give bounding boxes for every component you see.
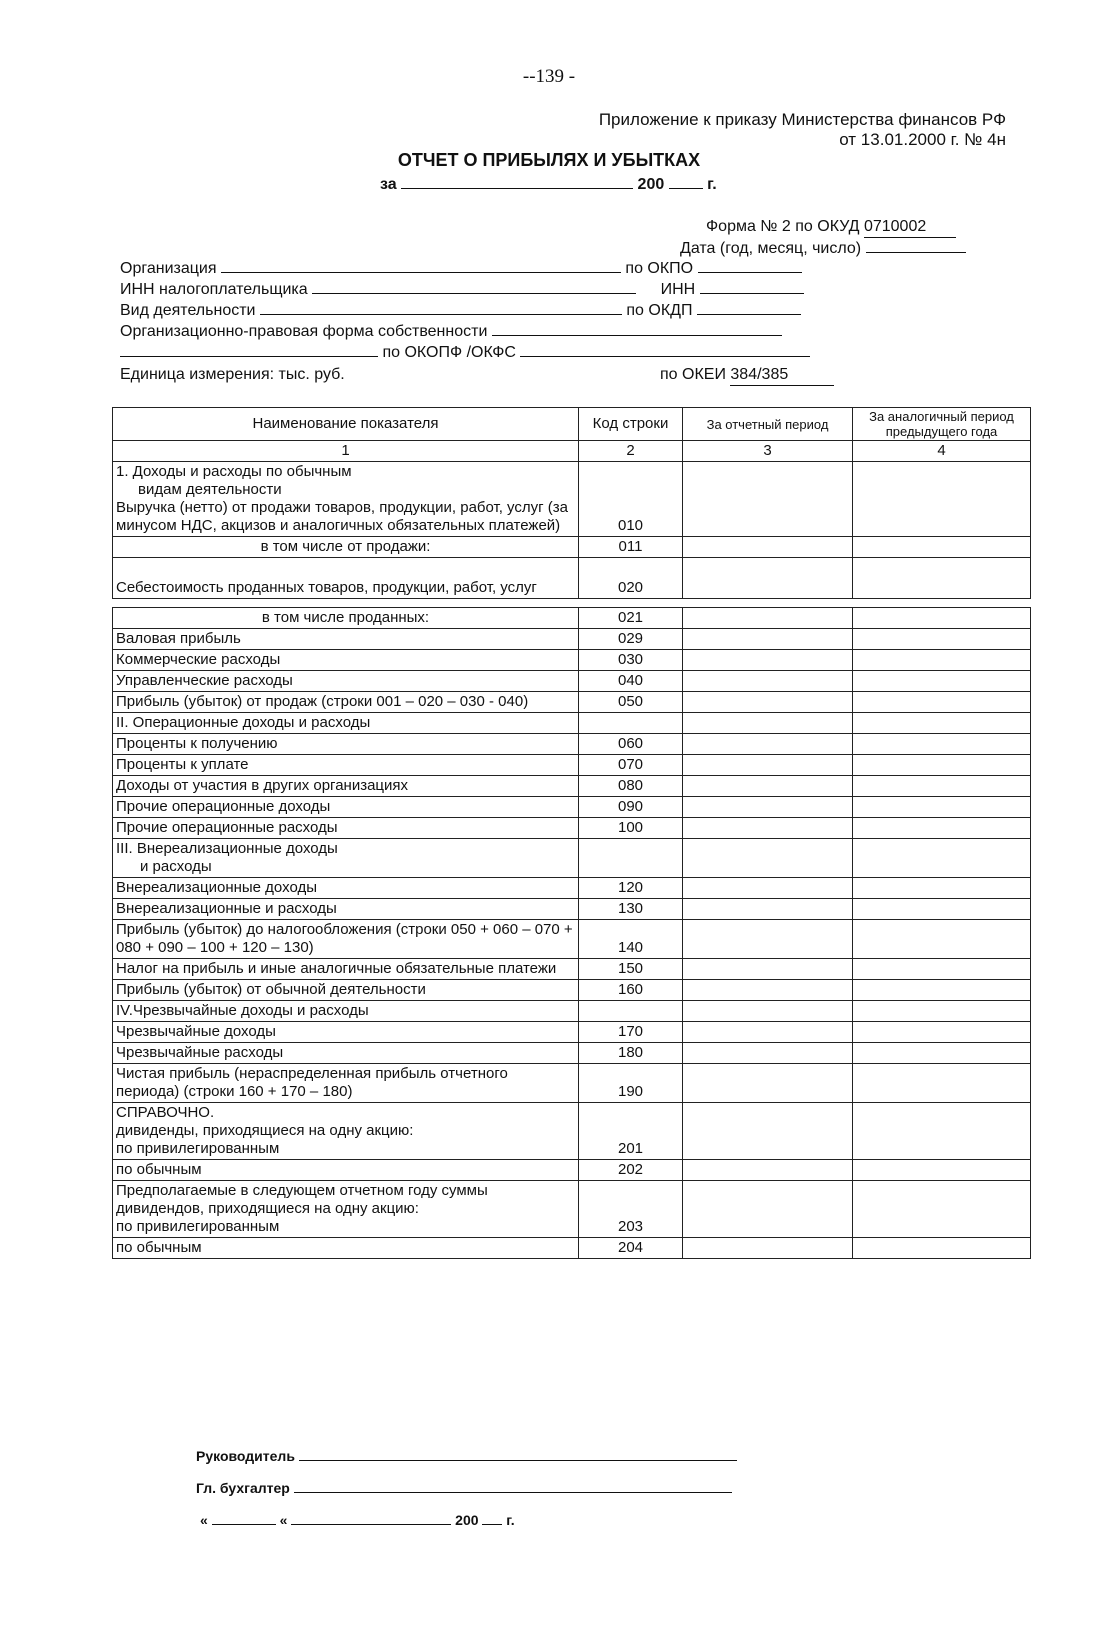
row-code: 160	[579, 980, 683, 1001]
row-code: 030	[579, 650, 683, 671]
row-code: 029	[579, 629, 683, 650]
row-name: Налог на прибыль и иные аналогичные обязательные платежи	[113, 959, 579, 980]
header-code: Код строки	[579, 408, 683, 441]
table-row	[113, 818, 1031, 839]
legal-form-field[interactable]	[492, 321, 782, 336]
table-row	[113, 1022, 1031, 1043]
period-suffix: г.	[707, 176, 717, 193]
taxpayer-inn-label: ИНН налогоплательщика	[120, 281, 308, 298]
row-code: 060	[579, 734, 683, 755]
table-row	[113, 776, 1031, 797]
table-row	[113, 839, 1031, 878]
report-period	[380, 174, 717, 194]
section-1-title: 1. Доходы и расходы по обычным	[116, 463, 352, 480]
table-row	[113, 1001, 1031, 1022]
okdp-label: по ОКДП	[626, 302, 693, 319]
inn-field[interactable]	[700, 279, 804, 294]
table-row	[113, 797, 1031, 818]
value-previous[interactable]	[853, 755, 1031, 776]
col-number-4: 4	[853, 441, 1031, 462]
header-name: Наименование показателя	[113, 408, 579, 441]
value-current[interactable]	[683, 558, 853, 599]
row-code: 170	[579, 1022, 683, 1043]
table-row	[113, 1103, 1031, 1160]
row-name: в том числе проданных:	[113, 608, 579, 629]
period-prefix: за	[380, 176, 397, 193]
value-current[interactable]	[683, 899, 853, 920]
table-row	[113, 713, 1031, 734]
table-row	[113, 558, 1031, 599]
okei-code: 384/385	[730, 364, 834, 386]
legal-form-row	[120, 321, 782, 342]
activity-row	[120, 300, 801, 321]
okopf-field[interactable]	[520, 342, 810, 357]
value-previous[interactable]	[853, 1238, 1031, 1259]
col-number-3: 3	[683, 441, 853, 462]
organization-label: Организация	[120, 260, 217, 277]
header-current: За отчетный период	[683, 408, 853, 441]
value-previous[interactable]	[853, 558, 1031, 599]
row-code: 020	[579, 558, 683, 599]
expected-dividends-label: Предполагаемые в следующем отчетном году суммы дивидендов, приходящиеся на одну акцию:	[116, 1182, 488, 1217]
value-current[interactable]	[683, 629, 853, 650]
taxpayer-inn-field[interactable]	[312, 279, 636, 294]
table-gap	[113, 599, 1031, 608]
okei-label: по ОКЕИ	[660, 366, 726, 383]
okpo-label: по ОКПО	[625, 260, 694, 277]
value-previous[interactable]	[853, 776, 1031, 797]
table-row	[113, 1043, 1031, 1064]
organization-field[interactable]	[221, 258, 621, 273]
value-previous[interactable]	[853, 671, 1031, 692]
row-name: Валовая прибыль	[113, 629, 579, 650]
table-row	[113, 899, 1031, 920]
table-row	[113, 980, 1031, 1001]
value-current[interactable]	[683, 1103, 853, 1160]
unit-label: Единица измерения: тыс. руб.	[120, 366, 345, 383]
value-previous[interactable]	[853, 1103, 1031, 1160]
row-name: по обычным	[113, 1238, 579, 1259]
row-name	[113, 462, 579, 537]
value-current[interactable]	[683, 1238, 853, 1259]
value-current[interactable]	[683, 1181, 853, 1238]
preferred-label: по привилегированным	[116, 1218, 280, 1235]
table-row	[113, 755, 1031, 776]
value-current[interactable]	[683, 797, 853, 818]
okud-code: 0710002	[864, 216, 956, 238]
value-previous[interactable]	[853, 462, 1031, 537]
section-4-title: IV.Чрезвычайные доходы и расходы	[113, 1001, 579, 1022]
value-current[interactable]	[683, 1064, 853, 1103]
row-code: 050	[579, 692, 683, 713]
value-previous[interactable]	[853, 797, 1031, 818]
value-previous[interactable]	[853, 537, 1031, 558]
row-name	[113, 1103, 579, 1160]
page-number: --139 -	[522, 66, 576, 87]
row-name: Внереализационные и расходы	[113, 899, 579, 920]
table-row	[113, 537, 1031, 558]
value-current[interactable]	[683, 980, 853, 1001]
column-number-row	[113, 441, 1031, 462]
row-code: 010	[579, 462, 683, 537]
form-label: Форма № 2 по ОКУД	[706, 218, 860, 235]
activity-field[interactable]	[260, 300, 622, 315]
table-row	[113, 959, 1031, 980]
period-year: 200	[637, 176, 665, 193]
col-number-2: 2	[579, 441, 683, 462]
table-row	[113, 1181, 1031, 1238]
value-current[interactable]	[683, 671, 853, 692]
row-code: 180	[579, 1043, 683, 1064]
row-code: 100	[579, 818, 683, 839]
row-name: Прибыль (убыток) от обычной деятельности	[113, 980, 579, 1001]
row-code: 130	[579, 899, 683, 920]
row-code: 080	[579, 776, 683, 797]
date-label: Дата (год, месяц, число)	[680, 240, 862, 257]
okopf-row	[120, 342, 810, 363]
row-name: Чистая прибыль (нераспределенная прибыль отчетного периода) (строки 160 + 170 – 180)	[113, 1064, 579, 1103]
row-code: 203	[579, 1181, 683, 1238]
value-previous[interactable]	[853, 920, 1031, 959]
value-previous[interactable]	[853, 980, 1031, 1001]
activity-label: Вид деятельности	[120, 302, 256, 319]
value-previous[interactable]	[853, 1043, 1031, 1064]
section-3-line-1: III. Внереализационные доходы	[116, 840, 338, 857]
row-name: Внереализационные доходы	[113, 878, 579, 899]
period-blank[interactable]	[401, 174, 633, 189]
value-current[interactable]	[683, 1160, 853, 1181]
value-previous[interactable]	[853, 1160, 1031, 1181]
value-current[interactable]	[683, 818, 853, 839]
value-current[interactable]	[683, 462, 853, 537]
okopf-label: по ОКОПФ /ОКФС	[382, 344, 516, 361]
signature-year-field[interactable]	[482, 1510, 502, 1525]
okpo-field[interactable]	[698, 258, 802, 273]
appendix-note	[599, 110, 1006, 150]
appendix-line-2: от 13.01.2000 г. № 4н	[839, 130, 1006, 149]
okdp-field[interactable]	[697, 300, 801, 315]
row-name	[113, 1181, 579, 1238]
section-3-title	[113, 839, 579, 878]
row-name: Чрезвычайные расходы	[113, 1043, 579, 1064]
row-name: по обычным	[113, 1160, 579, 1181]
row-name: Проценты к получению	[113, 734, 579, 755]
row-code: 190	[579, 1064, 683, 1103]
col-number-1: 1	[113, 441, 579, 462]
reference-title: СПРАВОЧНО.	[116, 1104, 215, 1121]
row-name: Чрезвычайные доходы	[113, 1022, 579, 1043]
value-current[interactable]	[683, 650, 853, 671]
table-row	[113, 462, 1031, 537]
table-row	[113, 650, 1031, 671]
value-current[interactable]	[683, 755, 853, 776]
accountant-label: Гл. бухгалтер	[196, 1480, 290, 1496]
signature-year-suffix: г.	[506, 1512, 515, 1528]
unit-row	[120, 364, 345, 385]
row-code: 201	[579, 1103, 683, 1160]
row-code: 202	[579, 1160, 683, 1181]
value-current[interactable]	[683, 959, 853, 980]
date-quote-open: «	[200, 1512, 208, 1528]
row-name: Прибыль (убыток) от продаж (строки 001 – 020 – 030 - 040)	[113, 692, 579, 713]
row-code: 021	[579, 608, 683, 629]
row-name: Прочие операционные доходы	[113, 797, 579, 818]
row-code: 204	[579, 1238, 683, 1259]
head-signature-row	[196, 1446, 737, 1464]
signature-date-row	[200, 1510, 515, 1528]
row-name: Проценты к уплате	[113, 755, 579, 776]
head-signature-field[interactable]	[299, 1446, 737, 1461]
table-row	[113, 734, 1031, 755]
month-field[interactable]	[291, 1510, 451, 1525]
row-name: Доходы от участия в других организациях	[113, 776, 579, 797]
legal-form-label: Организационно-правовая форма собственности	[120, 323, 488, 340]
year-blank[interactable]	[669, 174, 703, 189]
okopf-prefix-field[interactable]	[120, 342, 378, 357]
value-previous[interactable]	[853, 608, 1031, 629]
row-name: Управленческие расходы	[113, 671, 579, 692]
inn-label: ИНН	[660, 281, 696, 298]
value-previous[interactable]	[853, 629, 1031, 650]
table-row	[113, 608, 1031, 629]
row-name: в том числе от продажи:	[113, 537, 579, 558]
value-previous[interactable]	[853, 1064, 1031, 1103]
value-current[interactable]	[683, 776, 853, 797]
row-code: 011	[579, 537, 683, 558]
row-name: Прибыль (убыток) до налогообложения (строки 050 + 060 – 070 + 080 + 090 – 100 + 120 – 130)	[113, 920, 579, 959]
value-current[interactable]	[683, 734, 853, 755]
head-label: Руководитель	[196, 1448, 295, 1464]
value-current[interactable]	[683, 1043, 853, 1064]
value-previous[interactable]	[853, 650, 1031, 671]
appendix-line-1: Приложение к приказу Министерства финансов РФ	[598, 110, 1006, 129]
value-current[interactable]	[683, 537, 853, 558]
table-row	[113, 920, 1031, 959]
table-row	[113, 671, 1031, 692]
table-row	[113, 1160, 1031, 1181]
revenue-label: Выручка (нетто) от продажи товаров, продукции, работ, услуг (за минусом НДС, акцизов и аналогичных обязательных платежей)	[116, 499, 568, 534]
signature-year: 200	[455, 1512, 479, 1528]
table-row	[113, 629, 1031, 650]
value-previous[interactable]	[853, 878, 1031, 899]
day-field[interactable]	[212, 1510, 276, 1525]
okei-row	[660, 364, 834, 386]
value-current[interactable]	[683, 878, 853, 899]
value-previous[interactable]	[853, 1022, 1031, 1043]
table-row	[113, 692, 1031, 713]
organization-row	[120, 258, 802, 279]
table-header-row	[113, 408, 1031, 441]
accountant-signature-field[interactable]	[294, 1478, 732, 1493]
value-current[interactable]	[683, 1022, 853, 1043]
section-2-title: II. Операционные доходы и расходы	[113, 713, 579, 734]
report-table	[112, 407, 1031, 1259]
row-name: Прочие операционные расходы	[113, 818, 579, 839]
value-previous[interactable]	[853, 692, 1031, 713]
table-row	[113, 1238, 1031, 1259]
value-current[interactable]	[683, 692, 853, 713]
date-quote-close: «	[279, 1512, 288, 1528]
section-1-subtitle: видам деятельности	[138, 481, 282, 498]
report-title: ОТЧЕТ О ПРИБЫЛЯХ И УБЫТКАХ	[397, 150, 701, 170]
row-code: 150	[579, 959, 683, 980]
value-current[interactable]	[683, 920, 853, 959]
row-code: 040	[579, 671, 683, 692]
value-previous[interactable]	[853, 818, 1031, 839]
section-3-line-2: и расходы	[140, 858, 212, 875]
value-previous[interactable]	[853, 959, 1031, 980]
date-line	[680, 238, 966, 259]
dividends-label: дивиденды, приходящиеся на одну акцию:	[116, 1122, 414, 1139]
accountant-signature-row	[196, 1478, 732, 1496]
taxpayer-inn-row	[120, 279, 804, 300]
value-previous[interactable]	[853, 899, 1031, 920]
row-code: 120	[579, 878, 683, 899]
row-name: Коммерческие расходы	[113, 650, 579, 671]
form-code-line	[706, 216, 956, 238]
preferred-label: по привилегированным	[116, 1140, 280, 1157]
row-code: 090	[579, 797, 683, 818]
row-name: Себестоимость проданных товаров, продукции, работ, услуг	[113, 558, 579, 599]
value-current[interactable]	[683, 608, 853, 629]
table-row	[113, 1064, 1031, 1103]
row-code: 140	[579, 920, 683, 959]
value-previous[interactable]	[853, 734, 1031, 755]
row-code: 070	[579, 755, 683, 776]
date-blank[interactable]	[866, 238, 966, 253]
header-previous: За аналогичный период предыдущего года	[853, 408, 1031, 441]
table-row	[113, 878, 1031, 899]
value-previous[interactable]	[853, 1181, 1031, 1238]
